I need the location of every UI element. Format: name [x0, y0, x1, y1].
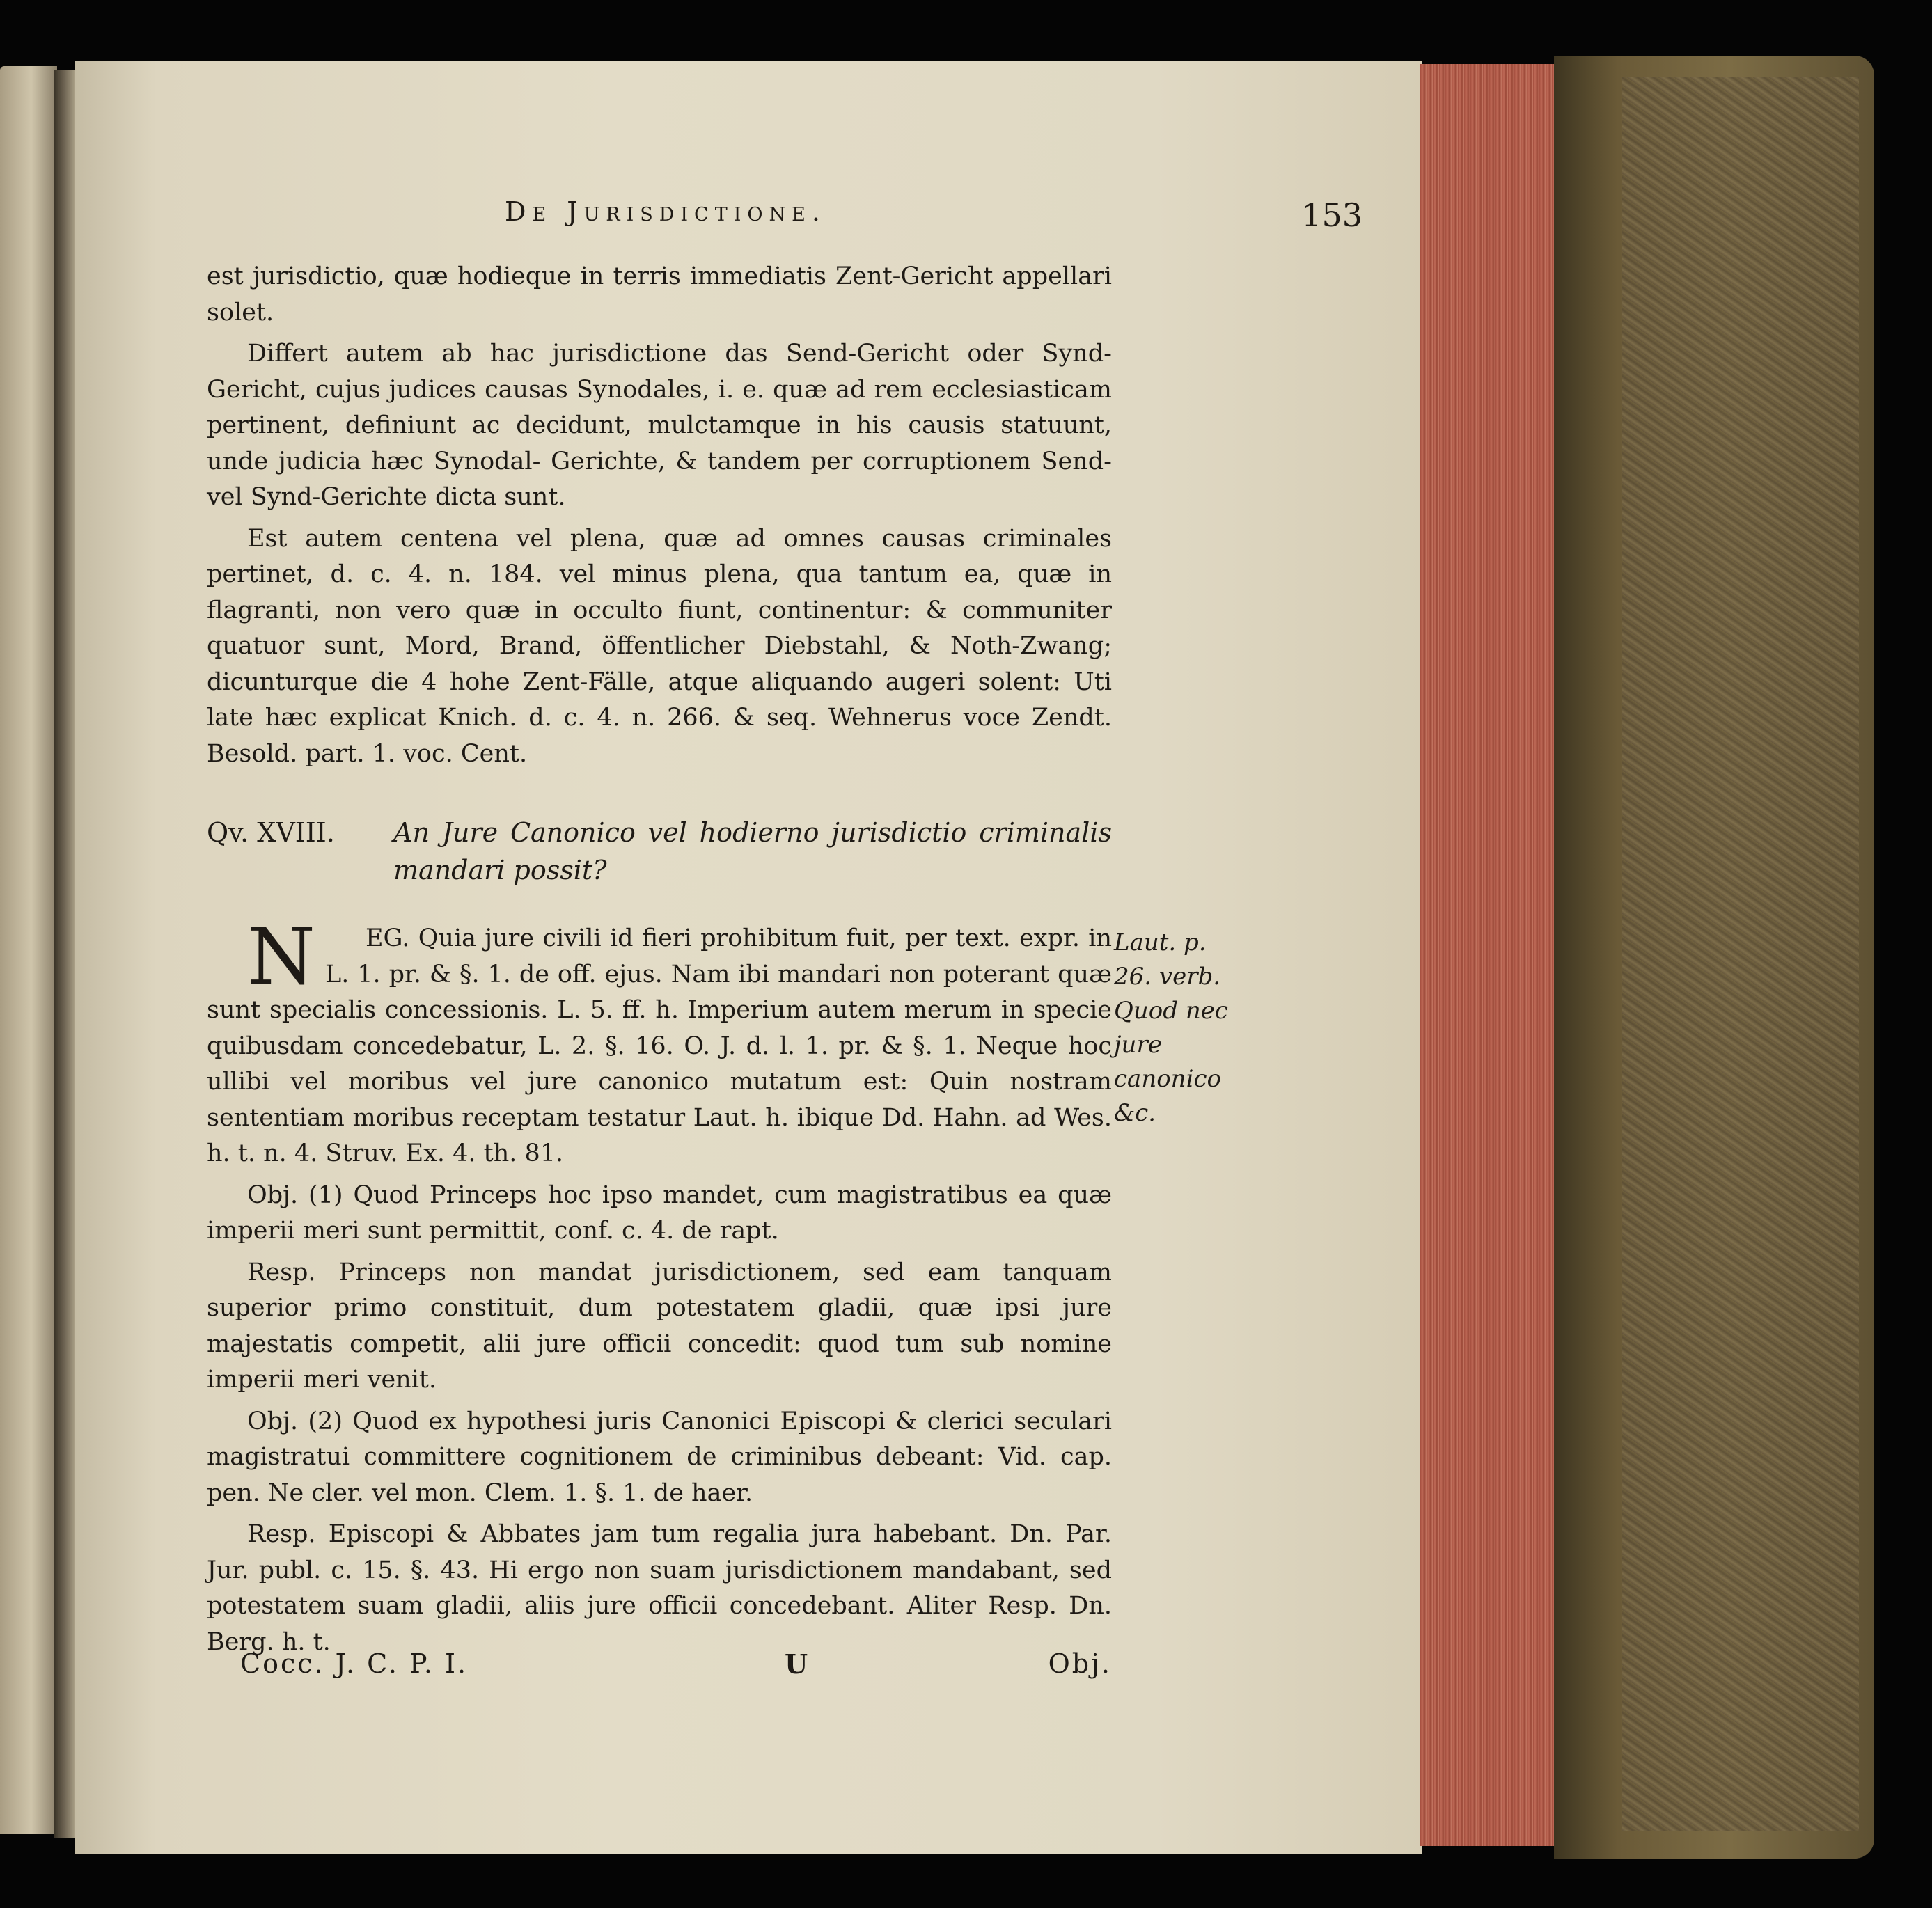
marginal-note: Laut. p. 26. verb. Quod nec jure canonico &c.: [1114, 929, 1228, 1127]
objection-1: Obj. (1) Quod Princeps hoc ipso mandet, cum magistratibus ea quæ imperii meri sunt permittit, conf. c. 4. de rapt.: [207, 1181, 1112, 1245]
signature-line: Cocc. J. C. P. I.: [240, 1648, 469, 1679]
response-1: Resp. Princeps non mandat jurisdictionem, sed eam tanquam superior primo constituit, dum potestatem gladii, quæ ipsi jure majestatis competit, alii jure officii concedit: quod tum sub nomine imperii meri venit.: [207, 1258, 1112, 1394]
sheet-mark: U: [785, 1648, 808, 1680]
drop-cap: N: [247, 912, 315, 1002]
paragraph-2: Differt autem ab hac jurisdictione das Send-Gericht oder Synd-Gericht, cujus judices causas Synodales, i. e. quæ ad rem ecclesiasticam pertinent, definiunt ac decidunt, mulctamque in his causis statuunt, unde judicia hæc Synodal- Gerichte, & tandem per corruptionem Send- vel Synd-Gerichte dicta sunt.: [207, 340, 1112, 511]
page-header: [207, 196, 1362, 245]
book-gutter: [54, 70, 78, 1838]
page-footer: [207, 1648, 1112, 1687]
page-text: [207, 259, 1112, 1666]
answer-text: EG. Quia jure civili id fieri prohibitum fuit, per text. expr. in L. 1. pr. & §. 1. de off. ejus. Nam ibi mandari non poterant quæ sunt specialis concessionis. L. 5. ff. h. Imperium autem merum in specie quibusdam concedebatur, L. 2. §. 16. O. J. d. l. 1. pr. & §. 1. Neque hoc ullibi vel moribus vel jure canonico mutatum est: Quin nostram sententiam moribus receptam testatur Laut. h. ibique Dd. Hahn. ad Wes. h. t. n. 4. Struv. Ex. 4. th. 81.: [207, 924, 1112, 1167]
page-number: 153: [1301, 196, 1362, 234]
paragraph-1: est jurisdictio, quæ hodieque in terris immediatis Zent-Gericht appellari solet.: [207, 262, 1112, 326]
response-2: Resp. Episcopi & Abbates jam tum regalia jura habebant. Dn. Par. Jur. publ. c. 15. §. 43. Hi ergo non suam jurisdictionem mandabant, sed potestatem suam gladii, aliis jure officii concedebant. Aliter Resp. Dn. Berg. h. t.: [207, 1520, 1112, 1656]
question-title: An Jure Canonico vel hodierno jurisdictio criminalis mandari possit?: [393, 817, 1112, 885]
catchword: Obj.: [1048, 1648, 1112, 1679]
question-heading: [207, 814, 1112, 889]
answer-paragraph: [207, 912, 1112, 1172]
left-page-sliver: [0, 66, 57, 1834]
red-page-edges: [1420, 64, 1556, 1846]
running-head: De Jurisdictione.: [505, 196, 826, 227]
paragraph-3: Est autem centena vel plena, quæ ad omnes causas criminales pertinet, d. c. 4. n. 184. vel minus plena, qua tantum ea, quæ in flagranti, non vero quæ in occulto fiunt, continentur: & communiter quatuor sunt, Mord, Brand, öffentlicher Diebstahl, & Noth-Zwang; dicunturque die 4 hohe Zent-Fälle, atque aliquando augeri solent: Uti late hæc explicat Knich. d. c. 4. n. 266. & seq. Wehnerus voce Zendt. Besold. part. 1. voc. Cent.: [207, 524, 1112, 768]
objection-2: Obj. (2) Quod ex hypothesi juris Canonici Episcopi & clerici seculari magistratui committere cognitionem de criminibus debeant: Vid. cap. pen. Ne cler. vel mon. Clem. 1. §. 1. de haer.: [207, 1407, 1112, 1507]
cover-marbling: [1622, 77, 1859, 1831]
question-label: Qv. XVIII.: [207, 817, 335, 848]
